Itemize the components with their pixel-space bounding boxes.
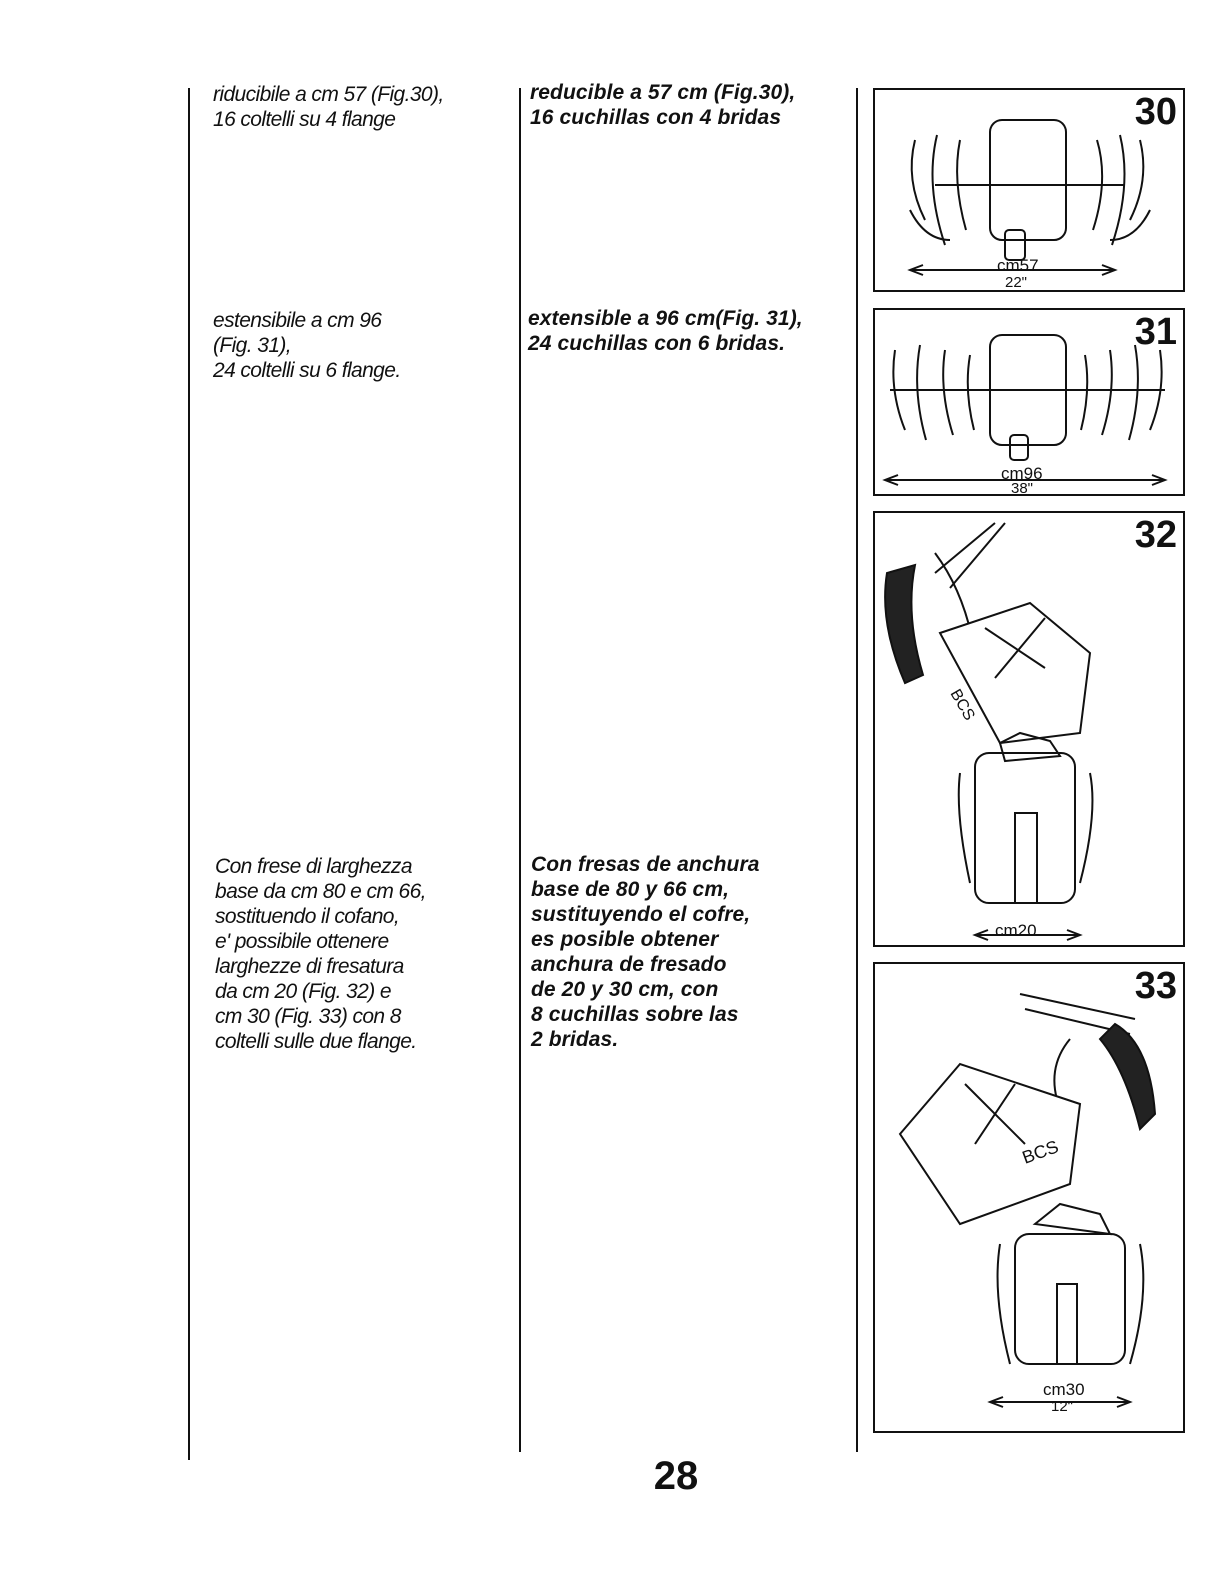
figure-32 <box>873 511 1185 947</box>
figure-33-number: 33 <box>1134 965 1177 1007</box>
figure-33-dim-in: 12" <box>1051 1398 1074 1415</box>
italian-text-block-1: riducibile a cm 57 (Fig.30), 16 coltelli su 4 flange <box>213 83 444 131</box>
figure-31 <box>873 308 1185 496</box>
spanish-text-block-2: extensible a 96 cm(Fig. 31), 24 cuchillas con 6 bridas. <box>528 307 803 355</box>
column-rule-left <box>188 88 190 1460</box>
italian-text-block-2: estensibile a cm 96 (Fig. 31), 24 coltelli su 6 flange. <box>213 309 401 382</box>
figure-32-tiller-drawing <box>875 513 1183 945</box>
figure-30 <box>873 88 1185 292</box>
figure-33 <box>873 962 1185 1433</box>
figure-30-number: 30 <box>1134 91 1177 133</box>
figure-30-dim-cm: cm57 <box>997 256 1039 275</box>
italian-text-block-3: Con frese di larghezza base da cm 80 e cm 66, sostituendo il cofano, e' possibile ottenere larghezze di fresatura da cm 20 (Fig. 32) e cm 30 (Fig. 33) con 8 coltelli sulle due flange. <box>215 855 426 1053</box>
spanish-text-block-1: reducible a 57 cm (Fig.30), 16 cuchillas con 4 bridas <box>530 81 796 129</box>
page-number: 28 <box>653 1454 699 1498</box>
figure-33-dim-cm: cm30 <box>1043 1380 1085 1399</box>
figure-31-number: 31 <box>1134 311 1177 353</box>
figure-31-dim-in: 38" <box>1011 480 1034 496</box>
figure-30-dim-in: 22" <box>1005 274 1028 291</box>
svg-text:BCS: BCS <box>946 686 978 724</box>
figure-32-dim-cm: cm20 <box>995 921 1037 940</box>
figure-33-tiller-drawing <box>875 964 1183 1431</box>
figure-31-dim-cm: cm96 <box>1001 464 1043 483</box>
column-rule-middle <box>519 88 521 1452</box>
spanish-text-block-3: Con fresas de anchura base de 80 y 66 cm, sustituyendo el cofre, es posible obtener anchura de fresado de 20 y 30 cm, con 8 cuchillas sobre las 2 bridas. <box>531 853 760 1051</box>
figure-32-number: 32 <box>1134 514 1177 556</box>
column-rule-right <box>856 88 858 1452</box>
svg-text:BCS: BCS <box>1019 1136 1062 1168</box>
